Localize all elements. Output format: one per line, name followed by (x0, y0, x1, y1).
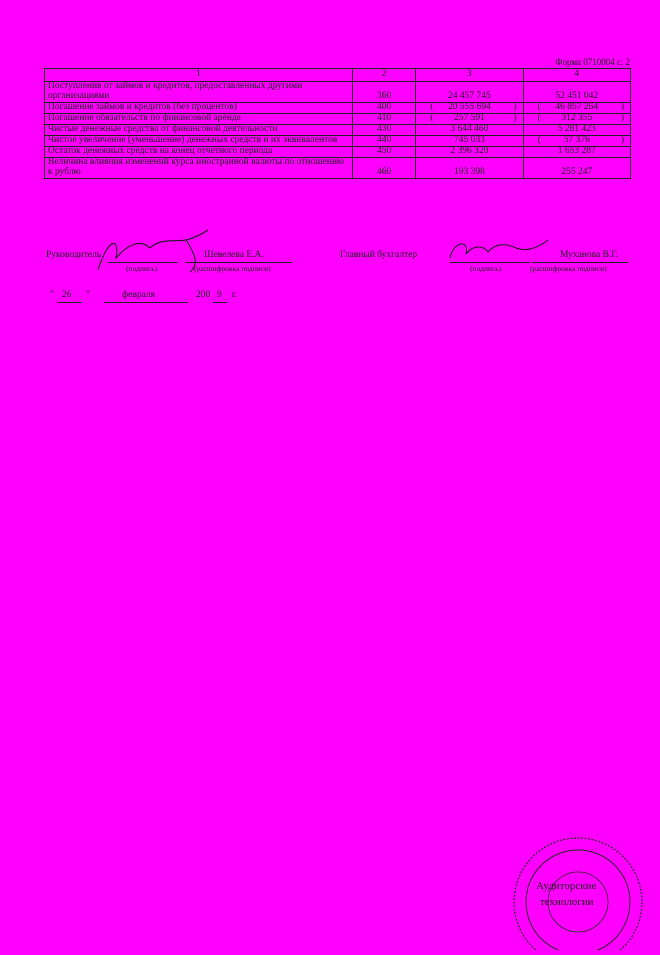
row-col4-cell (523, 82, 630, 103)
row-col4-value: 1 653 287 (557, 145, 596, 156)
negative-paren-open: ( (537, 101, 541, 112)
negative-paren-close: ) (513, 112, 517, 123)
table-header-row (45, 69, 631, 82)
negative-paren-close: ) (620, 112, 624, 123)
row-label: Остаток денежных средств на конец отчетного периода (45, 146, 353, 157)
date-day-line (58, 302, 82, 303)
row-code: 460 (353, 157, 416, 178)
row-col3-cell (416, 82, 523, 103)
header-col-2: 2 (353, 69, 416, 82)
row-col4-value: 255 247 (561, 166, 593, 177)
table-row (45, 135, 631, 146)
row-col4-cell (523, 135, 630, 146)
row-label: Чистое увеличение (уменьшение) денежных средств и их эквивалентов (45, 135, 353, 146)
negative-paren-open: ( (430, 101, 434, 112)
row-col4-cell (523, 157, 630, 178)
row-col3-value: 193 398 (453, 166, 485, 177)
row-col3-cell (416, 157, 523, 178)
date-quote-close: " (86, 290, 90, 300)
row-code: 450 (353, 146, 416, 157)
row-col3-cell (416, 113, 523, 124)
row-label: Чистые денежные средства от финансовой деятельности (45, 124, 353, 135)
row-col4-value: 57 376 (563, 134, 590, 145)
company-seal (506, 826, 646, 950)
date-year-line (213, 302, 227, 303)
row-code: 440 (353, 135, 416, 146)
date-day: 26 (62, 290, 72, 300)
table-body (45, 82, 631, 179)
table-row (45, 157, 631, 178)
head-name-caption: (расшифровка подписи) (194, 264, 271, 273)
row-col4-cell (523, 124, 630, 135)
table-row (45, 113, 631, 124)
accountant-label: Главный бухгалтер (340, 250, 418, 260)
negative-paren-close: ) (620, 134, 624, 145)
row-col4-value: 5 281 423 (557, 123, 596, 134)
row-col4-value: 312 355 (561, 112, 593, 123)
table-row (45, 124, 631, 135)
row-col3-cell (416, 102, 523, 113)
row-code: 400 (353, 102, 416, 113)
header-col-3: 3 (416, 69, 523, 82)
head-name-line (186, 262, 292, 263)
row-label: Погашение займов и кредитов (без процентов) (45, 102, 353, 113)
row-code: 360 (353, 82, 416, 103)
date-year-suffix: 9 (217, 290, 222, 300)
head-name: Шевелева Е.А. (204, 250, 264, 260)
row-col3-cell (416, 146, 523, 157)
row-col3-value: 20 555 694 (448, 101, 491, 112)
table-row (45, 146, 631, 157)
row-col3-cell (416, 135, 523, 146)
row-col3-value: 2 396 320 (450, 145, 489, 156)
head-sign-caption: (подпись) (126, 264, 158, 273)
header-col-1: 1 (45, 69, 353, 82)
negative-paren-close: ) (513, 101, 517, 112)
date-year-abbr: г. (232, 290, 238, 300)
head-label: Руководитель (46, 250, 102, 260)
row-col3-value: 745 033 (453, 134, 485, 145)
seal-text-line-2: технологии (540, 896, 594, 908)
row-col4-value: 52 451 042 (555, 90, 599, 101)
date-month: февраля (122, 290, 156, 300)
negative-paren-close: ) (620, 101, 624, 112)
row-code: 410 (353, 113, 416, 124)
date-year-prefix: 200 (196, 290, 211, 300)
row-col4-value: 46 857 264 (555, 101, 599, 112)
accountant-sign-caption: (подпись) (470, 264, 502, 273)
negative-paren-open: ( (537, 112, 541, 123)
row-col3-cell (416, 124, 523, 135)
date-quote-open: " (50, 290, 54, 300)
row-col4-cell (523, 113, 630, 124)
cash-flow-table (44, 68, 631, 179)
row-col3-value: 24 457 745 (448, 90, 491, 101)
row-col4-cell (523, 102, 630, 113)
seal-text-line-1: Аудиторские (536, 880, 597, 892)
table-row (45, 82, 631, 103)
header-col-4: 4 (523, 69, 630, 82)
negative-paren-open: ( (430, 112, 434, 123)
negative-paren-open: ( (537, 134, 541, 145)
date-month-line (104, 302, 188, 303)
accountant-name-caption: (расшифровка подписи) (530, 264, 607, 273)
form-reference: Форма 0710004 с. 2 (555, 57, 630, 67)
table-row (45, 102, 631, 113)
row-col4-cell (523, 146, 630, 157)
accountant-name: Муханова В.Г. (560, 250, 619, 260)
row-label: Величина влияния изменений курса иностранной валюты по отношению к рублю (45, 157, 353, 178)
row-code: 430 (353, 124, 416, 135)
row-label: Погашение обязательств по финансовой аренде (45, 113, 353, 124)
row-col3-value: 3 644 460 (450, 123, 489, 134)
row-col3-value: 257 591 (453, 112, 485, 123)
row-label: Поступления от займов и кредитов, предоставленных другими организациями (45, 82, 353, 103)
accountant-name-line (532, 262, 628, 263)
